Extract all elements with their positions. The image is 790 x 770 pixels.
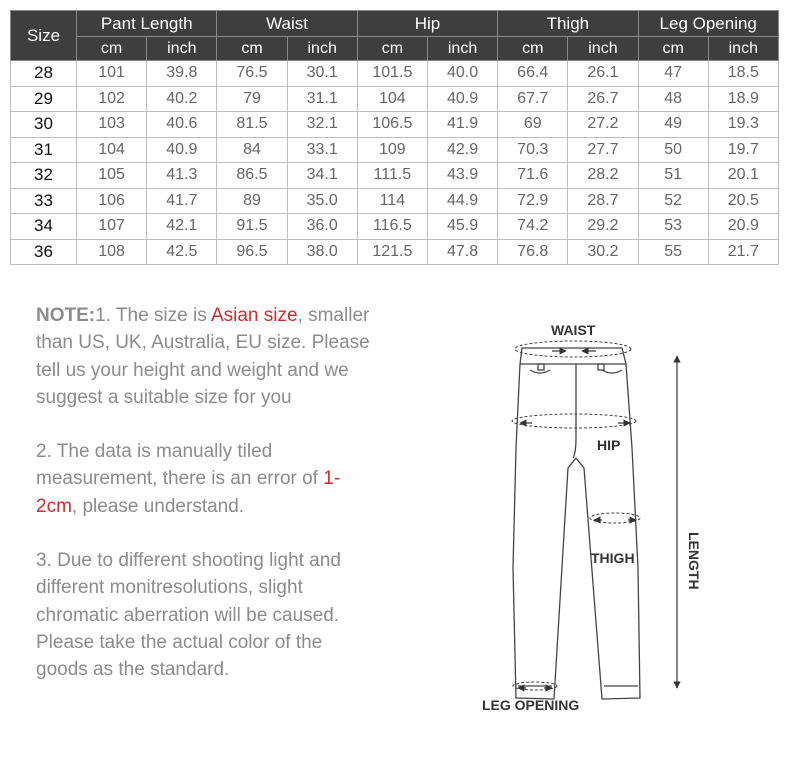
measurement-cell: 52 (638, 188, 708, 214)
measurement-cell: 38.0 (287, 239, 357, 265)
unit-header: inch (708, 37, 778, 61)
measurement-cell: 41.3 (147, 163, 217, 189)
measurement-cell: 69 (498, 112, 568, 138)
measurement-cell: 40.2 (147, 86, 217, 112)
measurement-cell: 18.9 (708, 86, 778, 112)
measurement-cell: 107 (77, 214, 147, 240)
measurement-cell: 101.5 (357, 61, 427, 87)
measurement-cell: 67.7 (498, 86, 568, 112)
measurement-cell: 19.7 (708, 137, 778, 163)
group-header-leg-opening: Leg Opening (638, 11, 778, 37)
measurement-cell: 89 (217, 188, 287, 214)
size-cell: 31 (11, 137, 77, 163)
group-header-waist: Waist (217, 11, 357, 37)
measurement-cell: 26.7 (568, 86, 638, 112)
measurement-cell: 76.8 (498, 239, 568, 265)
table-row (11, 214, 779, 240)
unit-header: cm (638, 37, 708, 61)
size-column-header: Size (11, 11, 77, 61)
length-label: LENGTH (686, 532, 702, 590)
measurement-cell: 72.9 (498, 188, 568, 214)
table-row (11, 163, 779, 189)
hip-label: HIP (597, 437, 621, 453)
table-header-units (11, 37, 779, 61)
group-header-thigh: Thigh (498, 11, 638, 37)
measurement-cell: 49 (638, 112, 708, 138)
waist-label: WAIST (551, 322, 596, 338)
measurement-cell: 27.2 (568, 112, 638, 138)
size-cell: 30 (11, 112, 77, 138)
measurement-cell: 30.2 (568, 239, 638, 265)
asian-size-highlight: Asian size (210, 305, 298, 326)
size-cell: 34 (11, 214, 77, 240)
pants-illustration (480, 318, 710, 723)
size-cell: 36 (11, 239, 77, 265)
measurement-cell: 79 (217, 86, 287, 112)
measurement-cell: 21.7 (708, 239, 778, 265)
measurement-cell: 109 (357, 137, 427, 163)
measurement-cell: 41.7 (147, 188, 217, 214)
measurement-cell: 28.7 (568, 188, 638, 214)
pants-outline (513, 348, 640, 699)
unit-header: cm (498, 37, 568, 61)
measurement-cell: 55 (638, 239, 708, 265)
measurement-cell: 76.5 (217, 61, 287, 87)
measurement-cell: 108 (77, 239, 147, 265)
measurement-cell: 40.9 (427, 86, 497, 112)
measurement-cell: 45.9 (427, 214, 497, 240)
measurement-cell: 30.1 (287, 61, 357, 87)
measurement-cell: 106 (77, 188, 147, 214)
table-header-groups (11, 11, 779, 37)
measurement-cell: 81.5 (217, 112, 287, 138)
pants-measurement-diagram (480, 318, 710, 723)
table-row (11, 112, 779, 138)
error-range-highlight: 1-2cm (36, 468, 341, 517)
measurement-cell: 103 (77, 112, 147, 138)
measurement-cell: 102 (77, 86, 147, 112)
group-header-hip: Hip (357, 11, 497, 37)
measurement-cell: 41.9 (427, 112, 497, 138)
measurement-cell: 32.1 (287, 112, 357, 138)
note-label: NOTE: (36, 305, 96, 326)
measurement-cell: 28.2 (568, 163, 638, 189)
measurement-cell: 91.5 (217, 214, 287, 240)
unit-header: inch (147, 37, 217, 61)
measurement-cell: 40.0 (427, 61, 497, 87)
size-cell: 33 (11, 188, 77, 214)
measurement-cell: 121.5 (357, 239, 427, 265)
measurement-cell: 48 (638, 86, 708, 112)
measurement-cell: 66.4 (498, 61, 568, 87)
measurement-cell: 47 (638, 61, 708, 87)
unit-header: cm (77, 37, 147, 61)
size-cell: 29 (11, 86, 77, 112)
measurement-cell: 43.9 (427, 163, 497, 189)
measurement-cell: 42.5 (147, 239, 217, 265)
thigh-label: THIGH (591, 550, 635, 566)
unit-header: inch (568, 37, 638, 61)
measurement-cell: 40.9 (147, 137, 217, 163)
measurement-cell: 26.1 (568, 61, 638, 87)
note-2: 2. The data is manually tiled measurement, there is an error of 1-2cm, please understand. (36, 441, 341, 517)
measurement-cell: 42.9 (427, 137, 497, 163)
measurement-cell: 18.5 (708, 61, 778, 87)
measurement-cell: 42.1 (147, 214, 217, 240)
note-1: NOTE:1. The size is Asian size, smaller than US, UK, Australia, EU size. Please tell us your height and weight and we suggest a suitable size for you (36, 305, 370, 408)
measurement-cell: 104 (357, 86, 427, 112)
measurement-cell: 36.0 (287, 214, 357, 240)
size-chart-table (10, 10, 779, 265)
group-header-pant-length: Pant Length (77, 11, 217, 37)
measurement-cell: 40.6 (147, 112, 217, 138)
size-cell: 32 (11, 163, 77, 189)
measurement-cell: 39.8 (147, 61, 217, 87)
measurement-cell: 111.5 (357, 163, 427, 189)
unit-header: cm (217, 37, 287, 61)
table-row (11, 86, 779, 112)
measurement-cell: 31.1 (287, 86, 357, 112)
measurement-cell: 105 (77, 163, 147, 189)
table-row (11, 239, 779, 265)
measurement-cell: 44.9 (427, 188, 497, 214)
measurement-cell: 35.0 (287, 188, 357, 214)
measurement-cell: 74.2 (498, 214, 568, 240)
note-3: 3. Due to different shooting light and different monitresolutions, slight chromatic aberration will be caused. Please take the actual color of the goods as the standard. (36, 550, 341, 681)
measurement-cell: 34.1 (287, 163, 357, 189)
measurement-cell: 104 (77, 137, 147, 163)
measurement-cell: 106.5 (357, 112, 427, 138)
unit-header: inch (287, 37, 357, 61)
measurement-cell: 86.5 (217, 163, 287, 189)
measurement-cell: 27.7 (568, 137, 638, 163)
measurement-cell: 53 (638, 214, 708, 240)
table-row (11, 61, 779, 87)
measurement-cell: 29.2 (568, 214, 638, 240)
measurement-cell: 71.6 (498, 163, 568, 189)
measurement-cell: 20.1 (708, 163, 778, 189)
measurement-cell: 70.3 (498, 137, 568, 163)
size-cell: 28 (11, 61, 77, 87)
measurement-cell: 84 (217, 137, 287, 163)
measurement-cell: 116.5 (357, 214, 427, 240)
size-notes (36, 302, 376, 711)
unit-header: cm (357, 37, 427, 61)
leg-opening-label: LEG OPENING (482, 697, 580, 713)
measurement-cell: 33.1 (287, 137, 357, 163)
measurement-cell: 50 (638, 137, 708, 163)
unit-header: inch (427, 37, 497, 61)
table-row (11, 137, 779, 163)
table-body (11, 61, 779, 265)
measurement-cell: 101 (77, 61, 147, 87)
measurement-cell: 20.9 (708, 214, 778, 240)
table-row (11, 188, 779, 214)
measurement-cell: 47.8 (427, 239, 497, 265)
measurement-cell: 19.3 (708, 112, 778, 138)
measurement-cell: 96.5 (217, 239, 287, 265)
measurement-cell: 114 (357, 188, 427, 214)
measurement-cell: 51 (638, 163, 708, 189)
measurement-cell: 20.5 (708, 188, 778, 214)
